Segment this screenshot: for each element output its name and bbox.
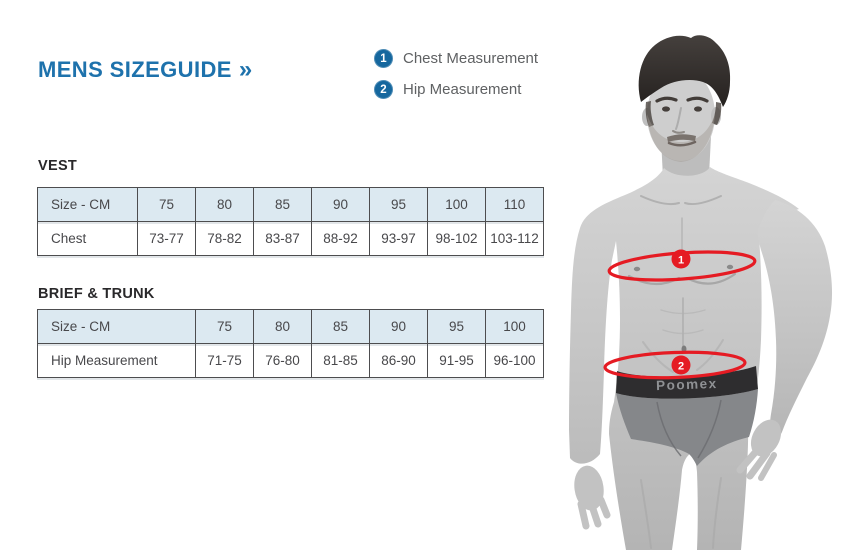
vest-heading: VEST xyxy=(38,158,78,174)
vest-chest-cell: 93-97 xyxy=(370,222,428,256)
vest-size-header: 75 xyxy=(138,188,196,222)
brief-trunk-heading: BRIEF & TRUNK xyxy=(38,286,155,302)
vest-chest-cell: 103-112 xyxy=(486,222,544,256)
brief-trunk-size-table xyxy=(37,309,544,378)
brief-size-header: 100 xyxy=(486,310,544,344)
vest-header-row xyxy=(38,188,544,222)
vest-chest-cell: 98-102 xyxy=(428,222,486,256)
legend-badge-1: 1 xyxy=(374,49,393,68)
legend-item-chest xyxy=(374,49,538,68)
brief-size-header: 90 xyxy=(370,310,428,344)
page-title xyxy=(38,57,251,83)
chest-marker-number: 1 xyxy=(677,254,685,267)
brief-hip-cell: 91-95 xyxy=(428,344,486,378)
vest-header-size-cm: Size - CM xyxy=(38,188,138,222)
vest-size-header: 90 xyxy=(312,188,370,222)
vest-size-header: 95 xyxy=(370,188,428,222)
brief-hip-cell: 86-90 xyxy=(370,344,428,378)
vest-chest-cell: 78-82 xyxy=(196,222,254,256)
brief-size-header: 75 xyxy=(196,310,254,344)
measurement-legend xyxy=(374,49,538,99)
waistband-brand-text: Poomex xyxy=(655,375,718,394)
double-chevron-icon: » xyxy=(238,56,252,83)
legend-item-hip xyxy=(374,80,538,99)
brief-size-header: 95 xyxy=(428,310,486,344)
brief-size-header: 80 xyxy=(254,310,312,344)
brief-header-row xyxy=(38,310,544,344)
male-model-figure xyxy=(545,10,851,550)
right-arm xyxy=(758,200,832,448)
brief-hip-cell: 71-75 xyxy=(196,344,254,378)
brief-hip-row xyxy=(38,344,544,378)
page-title-text: MENS SIZEGUIDE xyxy=(38,57,232,82)
vest-size-table xyxy=(37,187,544,256)
brief-hip-cell: 76-80 xyxy=(254,344,312,378)
brief-header-size-cm: Size - CM xyxy=(38,310,196,344)
vest-chest-cell: 88-92 xyxy=(312,222,370,256)
hip-marker-number: 2 xyxy=(677,360,685,373)
brief-size-header: 85 xyxy=(312,310,370,344)
vest-size-header: 80 xyxy=(196,188,254,222)
vest-size-header: 110 xyxy=(486,188,544,222)
vest-row-label: Chest xyxy=(38,222,138,256)
legend-label-hip: Hip Measurement xyxy=(403,81,522,98)
left-hand xyxy=(572,464,607,526)
vest-size-header: 100 xyxy=(428,188,486,222)
brief-hip-cell: 96-100 xyxy=(486,344,544,378)
vest-chest-cell: 73-77 xyxy=(138,222,196,256)
legend-badge-2: 2 xyxy=(374,80,393,99)
vest-chest-row xyxy=(38,222,544,256)
brief-row-label: Hip Measurement xyxy=(38,344,196,378)
brief-hip-cell: 81-85 xyxy=(312,344,370,378)
legend-label-chest: Chest Measurement xyxy=(403,50,539,67)
vest-size-header: 85 xyxy=(254,188,312,222)
vest-chest-cell: 83-87 xyxy=(254,222,312,256)
